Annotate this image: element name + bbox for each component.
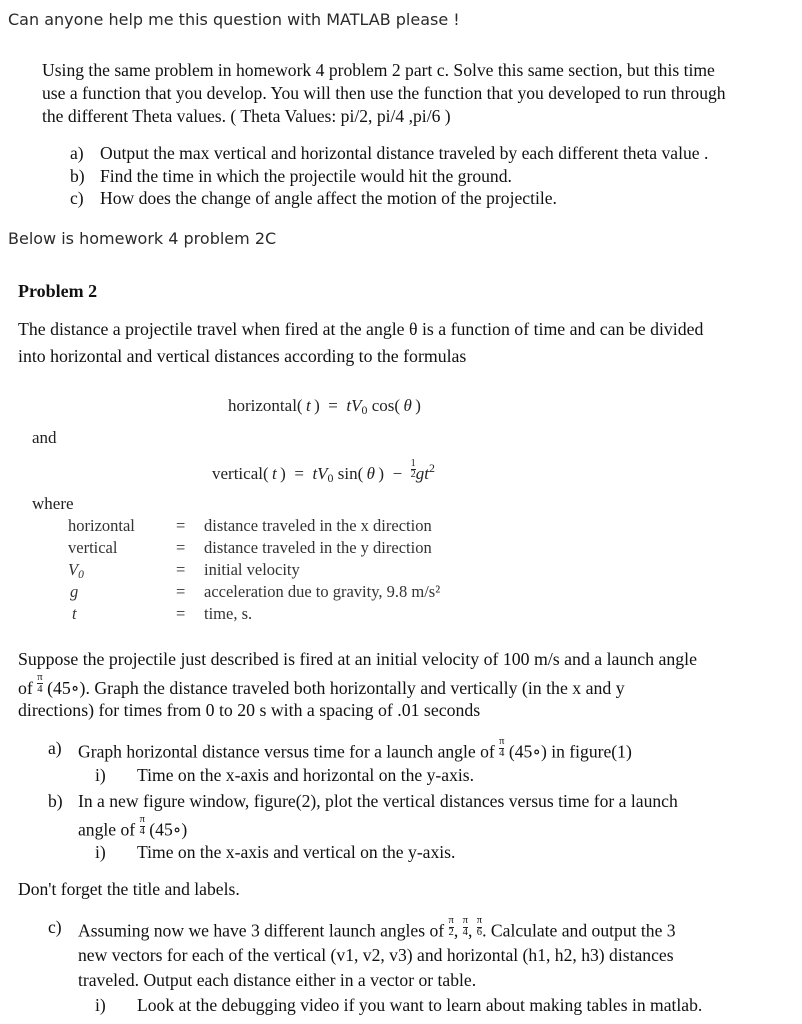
part-c-text-line-1-end: . Calculate and output the 3 bbox=[482, 920, 676, 941]
part-a-text bbox=[78, 737, 632, 764]
part-b-i-text: Time on the x-axis and vertical on the y-axis. bbox=[137, 842, 456, 862]
pi-over-4-fraction: $\frac{\pi}{4}$ bbox=[139, 814, 145, 837]
def-text-vertical: distance traveled in the y direction bbox=[204, 538, 432, 557]
part-a-text-end: (45∘) in figure(1) bbox=[508, 741, 632, 762]
part-a-i-text: Time on the x-axis and horizontal on the y-axis. bbox=[137, 765, 474, 785]
suppose-line-2-start: of bbox=[18, 677, 33, 698]
pi-over-4-fraction: $\frac{\pi}{4}$ bbox=[37, 671, 43, 695]
suppose-line-1: Suppose the projectile just described is fired at an initial velocity of 100 m/s and a launch angle bbox=[18, 649, 697, 669]
part-a-i-marker: i) bbox=[95, 765, 106, 785]
problem-intro-line-1: The distance a projectile travel when fired at the angle θ is a function of time and can be divided bbox=[18, 319, 704, 339]
part-c-text-line-1: Assuming now we have 3 different launch angles of $\frac{\pi}{2}$ , $\frac{\pi}{4}$ , $\frac{\pi}{6}$ . Calculate and output the 3 bbox=[78, 915, 676, 941]
and-label: and bbox=[32, 428, 57, 447]
task-item-c-marker: c) bbox=[70, 188, 84, 208]
question-title: Can anyone help me this question with MATLAB please ! bbox=[8, 10, 460, 29]
def-eq-t: = bbox=[176, 604, 186, 623]
below-label: Below is homework 4 problem 2C bbox=[8, 229, 277, 248]
def-eq-vertical: = bbox=[176, 538, 186, 557]
def-eq-g: = bbox=[176, 582, 186, 601]
problem-heading: Problem 2 bbox=[18, 281, 98, 301]
suppose-line-3: directions) for times from 0 to 20 s with a spacing of .01 seconds bbox=[18, 700, 481, 720]
part-c-i-text: Look at the debugging video if you want to learn about making tables in matlab. bbox=[137, 995, 703, 1015]
vertical-formula: vertical( t ) = $tV_0$ sin( θ ) − $\frac{1}{2}$ $gt^2$ bbox=[212, 458, 435, 486]
def-text-v0: initial velocity bbox=[204, 560, 300, 579]
part-b-marker: b) bbox=[48, 791, 63, 811]
part-b-text-line-2-start: angle of bbox=[78, 819, 136, 840]
part-b-text-line-2 bbox=[78, 815, 187, 842]
def-text-t: time, s. bbox=[204, 604, 253, 623]
suppose-line-2 bbox=[18, 672, 625, 700]
def-symbol-t: t bbox=[72, 604, 77, 623]
reminder-text: Don't forget the title and labels. bbox=[18, 879, 240, 899]
part-c-text-line-3: traveled. Output each distance either in a vector or table. bbox=[78, 970, 477, 990]
def-eq-v0: = bbox=[176, 560, 186, 579]
part-c-i-marker: i) bbox=[95, 995, 106, 1015]
def-symbol-vertical: vertical bbox=[68, 538, 118, 557]
def-eq-horizontal: = bbox=[176, 516, 186, 535]
task-item-b-marker: b) bbox=[70, 166, 85, 186]
task-intro-line-3: the different Theta values. ( Theta Values: pi/2, pi/4 ,pi/6 ) bbox=[42, 106, 451, 126]
part-b-text-line-2-end: (45∘) bbox=[149, 819, 188, 840]
suppose-line-2-rest: (45∘). Graph the distance traveled both horizontally and vertically (in the x and y bbox=[47, 677, 625, 698]
horizontal-formula-lhs: horizontal bbox=[228, 396, 297, 415]
part-a-text-start: Graph horizontal distance versus time for a launch angle of bbox=[78, 741, 495, 762]
def-symbol-g: g bbox=[70, 582, 79, 601]
task-item-c-text: How does the change of angle affect the motion of the projectile. bbox=[100, 188, 557, 208]
def-text-g: acceleration due to gravity, 9.8 m/s² bbox=[204, 582, 441, 601]
horizontal-formula: horizontal( t ) = $tV_0$ cos( θ ) bbox=[228, 396, 421, 417]
part-c-text-line-1-start: Assuming now we have 3 different launch angles of bbox=[78, 920, 445, 941]
part-a-marker: a) bbox=[48, 738, 62, 758]
pi-over-4-fraction: $\frac{\pi}{4}$ bbox=[499, 736, 505, 759]
part-c-marker: c) bbox=[48, 917, 62, 937]
where-label: where bbox=[32, 494, 74, 513]
task-item-a-marker: a) bbox=[70, 143, 84, 163]
part-b-i-marker: i) bbox=[95, 842, 106, 862]
pi-over-6-fraction: $\frac{\pi}{6}$ bbox=[476, 915, 483, 938]
task-intro-line-2: use a function that you develop. You will then use the function that you developed to run through bbox=[42, 83, 726, 103]
vertical-formula-lhs: vertical bbox=[212, 464, 263, 484]
def-text-horizontal: distance traveled in the x direction bbox=[204, 516, 432, 535]
part-c-text-line-2: new vectors for each of the vertical (v1, v2, v3) and horizontal (h1, h2, h3) distances bbox=[78, 945, 674, 965]
task-item-a-text: Output the max vertical and horizontal distance traveled by each different theta value . bbox=[100, 143, 709, 163]
def-symbol-horizontal: horizontal bbox=[68, 516, 135, 535]
part-b-text-line-1: In a new figure window, figure(2), plot the vertical distances versus time for a launch bbox=[78, 791, 678, 811]
task-intro-line-1: Using the same problem in homework 4 problem 2 part c. Solve this same section, but this time bbox=[42, 60, 715, 80]
pi-over-4-fraction: $\frac{\pi}{4}$ bbox=[462, 915, 468, 938]
task-item-b-text: Find the time in which the projectile would hit the ground. bbox=[100, 166, 512, 186]
pi-over-2-fraction: $\frac{\pi}{2}$ bbox=[448, 915, 454, 938]
problem-intro-line-2: into horizontal and vertical distances according to the formulas bbox=[18, 346, 467, 366]
def-symbol-v0: $V_0$ bbox=[68, 560, 84, 581]
